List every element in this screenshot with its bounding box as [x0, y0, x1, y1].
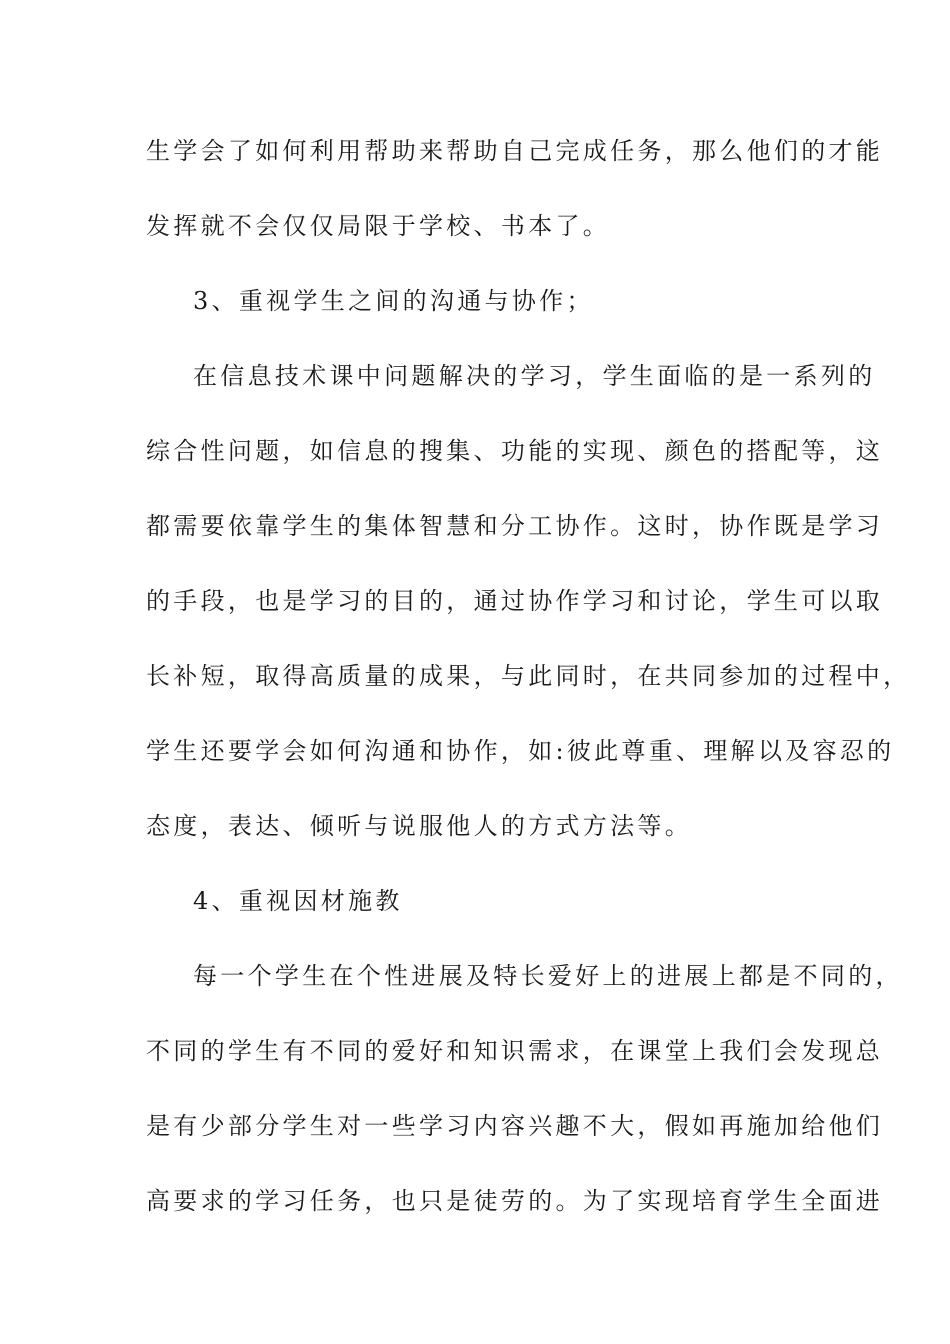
paragraph-line: 的手段，也是学习的目的，通过协作学习和讨论，学生可以取	[146, 587, 884, 615]
paragraph-line: 生学会了如何利用帮助来帮助自己完成任务，那么他们的才能	[146, 137, 884, 165]
paragraph-line: 都需要依靠学生的集体智慧和分工协作。这时，协作既是学习	[146, 512, 884, 540]
section-heading-4: 4、重视因材施教	[193, 887, 403, 915]
paragraph-line: 学生还要学会如何沟通和协作，如:彼此尊重、理解以及容忍的	[146, 737, 895, 765]
paragraph-line: 态度，表达、倾听与说服他人的方式方法等。	[146, 812, 692, 840]
section-heading-3: 3、重视学生之间的沟通与协作；	[193, 287, 594, 315]
paragraph-line: 综合性问题，如信息的搜集、功能的实现、颜色的搭配等，这	[146, 437, 884, 465]
paragraph-line: 是有少部分学生对一些学习内容兴趣不大，假如再施加给他们	[146, 1112, 884, 1140]
paragraph-line: 发挥就不会仅仅局限于学校、书本了。	[146, 212, 611, 240]
paragraph-line: 每一个学生在个性进展及特长爱好上的进展上都是不同的，	[193, 962, 903, 990]
paragraph-line: 高要求的学习任务，也只是徒劳的。为了实现培育学生全面进	[146, 1187, 884, 1215]
paragraph-line: 长补短，取得高质量的成果，与此同时，在共同参加的过程中，	[146, 662, 911, 690]
paragraph-line: 在信息技术课中问题解决的学习，学生面临的是一系列的	[193, 362, 876, 390]
paragraph-line: 不同的学生有不同的爱好和知识需求，在课堂上我们会发现总	[146, 1037, 884, 1065]
